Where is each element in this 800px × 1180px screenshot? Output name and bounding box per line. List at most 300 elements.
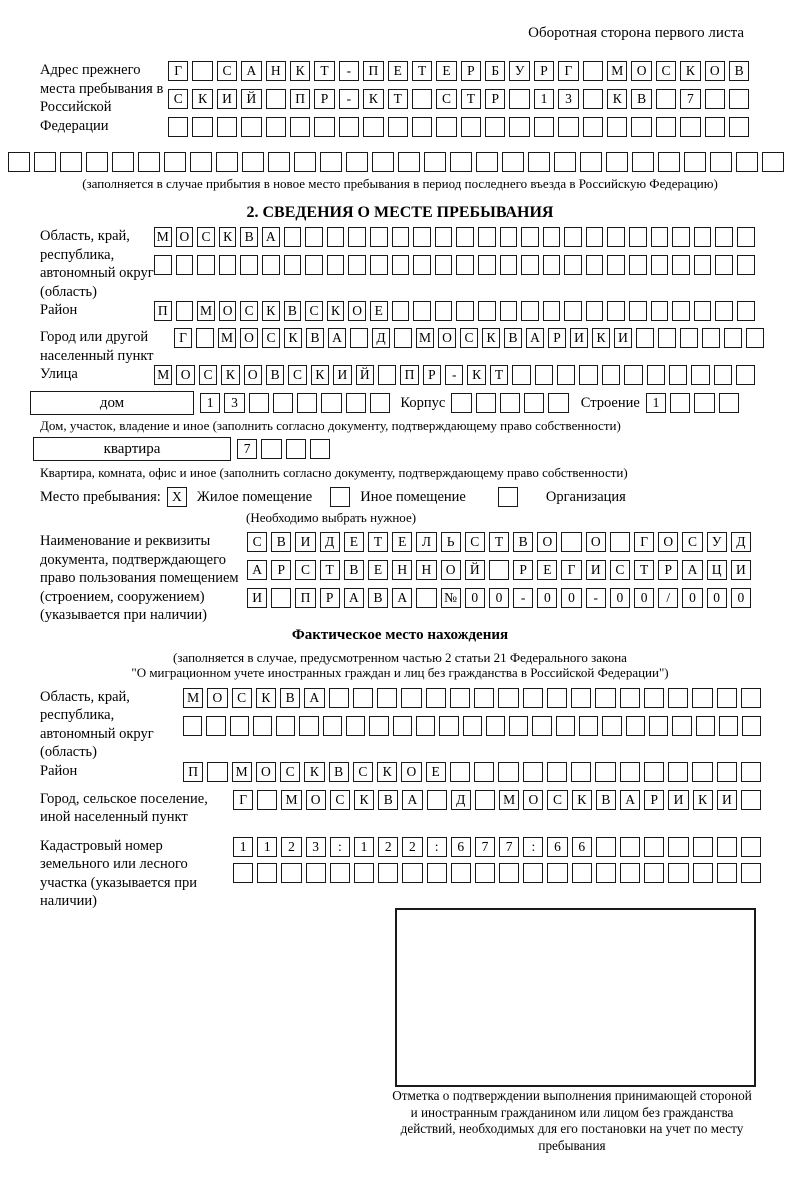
- char-cell[interactable]: [557, 365, 575, 385]
- char-cell[interactable]: 0: [561, 588, 581, 608]
- char-cell[interactable]: [249, 393, 269, 413]
- char-cell[interactable]: [370, 255, 388, 275]
- char-cell[interactable]: И: [333, 365, 351, 385]
- char-cell[interactable]: Е: [388, 61, 408, 81]
- char-cell[interactable]: К: [327, 301, 345, 321]
- char-cell[interactable]: О: [256, 762, 276, 782]
- char-cell[interactable]: С: [610, 560, 630, 580]
- char-cell[interactable]: 1: [233, 837, 253, 857]
- char-cell[interactable]: Г: [174, 328, 192, 348]
- char-cell[interactable]: С: [240, 301, 258, 321]
- char-cell[interactable]: [715, 227, 733, 247]
- char-cell[interactable]: Е: [436, 61, 456, 81]
- char-cell[interactable]: [290, 117, 310, 137]
- char-cell[interactable]: [474, 762, 494, 782]
- char-cell[interactable]: [636, 328, 654, 348]
- char-cell[interactable]: Т: [490, 365, 508, 385]
- char-cell[interactable]: [668, 762, 688, 782]
- char-cell[interactable]: [392, 227, 410, 247]
- char-cell[interactable]: [427, 790, 447, 810]
- char-cell[interactable]: [656, 89, 676, 109]
- char-cell[interactable]: 7: [475, 837, 495, 857]
- char-cell[interactable]: [737, 301, 755, 321]
- char-cell[interactable]: П: [295, 588, 315, 608]
- char-cell[interactable]: [233, 863, 253, 883]
- char-cell[interactable]: [456, 255, 474, 275]
- char-cell[interactable]: [476, 393, 496, 413]
- char-cell[interactable]: [190, 152, 212, 172]
- char-cell[interactable]: Р: [423, 365, 441, 385]
- char-cell[interactable]: [217, 117, 237, 137]
- char-cell[interactable]: [500, 227, 518, 247]
- char-cell[interactable]: :: [330, 837, 350, 857]
- char-cell[interactable]: [370, 227, 388, 247]
- char-cell[interactable]: 0: [634, 588, 654, 608]
- char-cell[interactable]: [413, 227, 431, 247]
- char-cell[interactable]: [629, 255, 647, 275]
- char-cell[interactable]: Б: [485, 61, 505, 81]
- char-cell[interactable]: [571, 688, 591, 708]
- char-cell[interactable]: [321, 393, 341, 413]
- char-cell[interactable]: С: [217, 61, 237, 81]
- char-cell[interactable]: П: [154, 301, 172, 321]
- char-cell[interactable]: [746, 328, 764, 348]
- char-cell[interactable]: С: [436, 89, 456, 109]
- char-cell[interactable]: [197, 255, 215, 275]
- char-cell[interactable]: [8, 152, 30, 172]
- char-cell[interactable]: О: [438, 328, 456, 348]
- char-cell[interactable]: [138, 152, 160, 172]
- checkbox-residential[interactable]: X: [167, 487, 187, 507]
- char-cell[interactable]: 1: [354, 837, 374, 857]
- char-cell[interactable]: [668, 837, 688, 857]
- char-cell[interactable]: [528, 152, 550, 172]
- char-cell[interactable]: [644, 762, 664, 782]
- char-cell[interactable]: [463, 716, 482, 736]
- char-cell[interactable]: К: [304, 762, 324, 782]
- char-cell[interactable]: [543, 227, 561, 247]
- char-cell[interactable]: [710, 152, 732, 172]
- char-cell[interactable]: [629, 301, 647, 321]
- char-cell[interactable]: [714, 365, 732, 385]
- char-cell[interactable]: В: [284, 301, 302, 321]
- char-cell[interactable]: [339, 117, 359, 137]
- char-cell[interactable]: К: [262, 301, 280, 321]
- char-cell[interactable]: А: [392, 588, 412, 608]
- char-cell[interactable]: А: [328, 328, 346, 348]
- char-cell[interactable]: [631, 117, 651, 137]
- char-cell[interactable]: [327, 255, 345, 275]
- char-cell[interactable]: К: [290, 61, 310, 81]
- char-cell[interactable]: [523, 762, 543, 782]
- char-cell[interactable]: [192, 61, 212, 81]
- char-cell[interactable]: К: [680, 61, 700, 81]
- char-cell[interactable]: [427, 863, 447, 883]
- char-cell[interactable]: [268, 152, 290, 172]
- char-cell[interactable]: [401, 688, 421, 708]
- char-cell[interactable]: [192, 117, 212, 137]
- char-cell[interactable]: [451, 863, 471, 883]
- char-cell[interactable]: [705, 89, 725, 109]
- char-cell[interactable]: П: [183, 762, 203, 782]
- char-cell[interactable]: У: [707, 532, 727, 552]
- char-cell[interactable]: [693, 863, 713, 883]
- char-cell[interactable]: С: [353, 762, 373, 782]
- char-cell[interactable]: [475, 863, 495, 883]
- char-cell[interactable]: Р: [658, 560, 678, 580]
- char-cell[interactable]: [412, 89, 432, 109]
- char-cell[interactable]: [651, 301, 669, 321]
- char-cell[interactable]: [741, 762, 761, 782]
- char-cell[interactable]: [696, 716, 715, 736]
- char-cell[interactable]: [602, 365, 620, 385]
- char-cell[interactable]: О: [401, 762, 421, 782]
- char-cell[interactable]: [717, 863, 737, 883]
- char-cell[interactable]: [164, 152, 186, 172]
- char-cell[interactable]: 2: [402, 837, 422, 857]
- char-cell[interactable]: [693, 837, 713, 857]
- char-cell[interactable]: [509, 117, 529, 137]
- char-cell[interactable]: [521, 227, 539, 247]
- char-cell[interactable]: Р: [534, 61, 554, 81]
- char-cell[interactable]: Т: [388, 89, 408, 109]
- char-cell[interactable]: А: [262, 227, 280, 247]
- char-cell[interactable]: [561, 532, 581, 552]
- char-cell[interactable]: [556, 716, 575, 736]
- char-cell[interactable]: [461, 117, 481, 137]
- char-cell[interactable]: [702, 328, 720, 348]
- char-cell[interactable]: [475, 790, 495, 810]
- char-cell[interactable]: [394, 328, 412, 348]
- char-cell[interactable]: К: [482, 328, 500, 348]
- char-cell[interactable]: :: [523, 837, 543, 857]
- char-cell[interactable]: 3: [224, 393, 244, 413]
- char-cell[interactable]: В: [271, 532, 291, 552]
- char-cell[interactable]: С: [262, 328, 280, 348]
- char-cell[interactable]: [737, 227, 755, 247]
- char-cell[interactable]: [523, 863, 543, 883]
- char-cell[interactable]: [684, 152, 706, 172]
- char-cell[interactable]: [644, 837, 664, 857]
- char-cell[interactable]: [294, 152, 316, 172]
- char-cell[interactable]: [680, 328, 698, 348]
- char-cell[interactable]: О: [306, 790, 326, 810]
- char-cell[interactable]: 1: [534, 89, 554, 109]
- char-cell[interactable]: [372, 152, 394, 172]
- char-cell[interactable]: К: [311, 365, 329, 385]
- char-cell[interactable]: 6: [547, 837, 567, 857]
- char-cell[interactable]: Р: [548, 328, 566, 348]
- char-cell[interactable]: [176, 255, 194, 275]
- char-cell[interactable]: [346, 716, 365, 736]
- char-cell[interactable]: Ь: [441, 532, 461, 552]
- char-cell[interactable]: И: [717, 790, 737, 810]
- char-cell[interactable]: [607, 301, 625, 321]
- char-cell[interactable]: С: [460, 328, 478, 348]
- char-cell[interactable]: [512, 365, 530, 385]
- char-cell[interactable]: [216, 152, 238, 172]
- char-cell[interactable]: О: [586, 532, 606, 552]
- char-cell[interactable]: С: [305, 301, 323, 321]
- char-cell[interactable]: [632, 152, 654, 172]
- char-cell[interactable]: [286, 439, 306, 459]
- char-cell[interactable]: 3: [306, 837, 326, 857]
- char-cell[interactable]: [257, 863, 277, 883]
- char-cell[interactable]: 0: [489, 588, 509, 608]
- char-cell[interactable]: Е: [344, 532, 364, 552]
- char-cell[interactable]: [60, 152, 82, 172]
- char-cell[interactable]: [694, 255, 712, 275]
- char-cell[interactable]: [624, 365, 642, 385]
- char-cell[interactable]: [320, 152, 342, 172]
- char-cell[interactable]: [670, 393, 690, 413]
- char-cell[interactable]: О: [176, 365, 194, 385]
- char-cell[interactable]: [729, 117, 749, 137]
- char-cell[interactable]: А: [682, 560, 702, 580]
- char-cell[interactable]: И: [668, 790, 688, 810]
- char-cell[interactable]: [377, 688, 397, 708]
- char-cell[interactable]: [534, 117, 554, 137]
- char-cell[interactable]: [694, 301, 712, 321]
- char-cell[interactable]: [532, 716, 551, 736]
- char-cell[interactable]: [547, 688, 567, 708]
- char-cell[interactable]: К: [219, 227, 237, 247]
- char-cell[interactable]: И: [570, 328, 588, 348]
- char-cell[interactable]: О: [240, 328, 258, 348]
- char-cell[interactable]: [435, 227, 453, 247]
- char-cell[interactable]: 0: [610, 588, 630, 608]
- char-cell[interactable]: [644, 688, 664, 708]
- char-cell[interactable]: [558, 117, 578, 137]
- char-cell[interactable]: 0: [465, 588, 485, 608]
- char-cell[interactable]: [284, 255, 302, 275]
- char-cell[interactable]: [658, 328, 676, 348]
- char-cell[interactable]: К: [693, 790, 713, 810]
- char-cell[interactable]: [668, 688, 688, 708]
- char-cell[interactable]: [620, 688, 640, 708]
- char-cell[interactable]: Г: [233, 790, 253, 810]
- char-cell[interactable]: [323, 716, 342, 736]
- char-cell[interactable]: [691, 365, 709, 385]
- char-cell[interactable]: [262, 255, 280, 275]
- char-cell[interactable]: [606, 152, 628, 172]
- char-cell[interactable]: [176, 301, 194, 321]
- char-cell[interactable]: [502, 152, 524, 172]
- char-cell[interactable]: [535, 365, 553, 385]
- char-cell[interactable]: Р: [320, 588, 340, 608]
- char-cell[interactable]: [253, 716, 272, 736]
- char-cell[interactable]: №: [441, 588, 461, 608]
- char-cell[interactable]: [370, 393, 390, 413]
- char-cell[interactable]: Д: [731, 532, 751, 552]
- char-cell[interactable]: 2: [378, 837, 398, 857]
- char-cell[interactable]: [500, 301, 518, 321]
- char-cell[interactable]: [478, 227, 496, 247]
- char-cell[interactable]: М: [416, 328, 434, 348]
- char-cell[interactable]: [547, 762, 567, 782]
- char-cell[interactable]: [741, 837, 761, 857]
- char-cell[interactable]: Д: [320, 532, 340, 552]
- char-cell[interactable]: С: [197, 227, 215, 247]
- char-cell[interactable]: [521, 301, 539, 321]
- char-cell[interactable]: Н: [266, 61, 286, 81]
- char-cell[interactable]: [353, 688, 373, 708]
- char-cell[interactable]: [694, 227, 712, 247]
- char-cell[interactable]: [564, 227, 582, 247]
- char-cell[interactable]: Г: [634, 532, 654, 552]
- char-cell[interactable]: [498, 688, 518, 708]
- char-cell[interactable]: [607, 255, 625, 275]
- char-cell[interactable]: Т: [320, 560, 340, 580]
- char-cell[interactable]: В: [378, 790, 398, 810]
- char-cell[interactable]: К: [467, 365, 485, 385]
- char-cell[interactable]: Е: [537, 560, 557, 580]
- char-cell[interactable]: К: [592, 328, 610, 348]
- char-cell[interactable]: В: [596, 790, 616, 810]
- char-cell[interactable]: [329, 688, 349, 708]
- char-cell[interactable]: Л: [416, 532, 436, 552]
- char-cell[interactable]: В: [504, 328, 522, 348]
- char-cell[interactable]: [261, 439, 281, 459]
- char-cell[interactable]: [669, 365, 687, 385]
- char-cell[interactable]: [498, 762, 518, 782]
- char-cell[interactable]: [523, 688, 543, 708]
- char-cell[interactable]: [297, 393, 317, 413]
- char-cell[interactable]: П: [400, 365, 418, 385]
- char-cell[interactable]: М: [197, 301, 215, 321]
- char-cell[interactable]: [607, 117, 627, 137]
- char-cell[interactable]: [548, 393, 568, 413]
- char-cell[interactable]: С: [547, 790, 567, 810]
- char-cell[interactable]: Е: [368, 560, 388, 580]
- char-cell[interactable]: В: [240, 227, 258, 247]
- char-cell[interactable]: 7: [237, 439, 257, 459]
- checkbox-other-premises[interactable]: [330, 487, 350, 507]
- char-cell[interactable]: 6: [572, 837, 592, 857]
- char-cell[interactable]: М: [154, 227, 172, 247]
- char-cell[interactable]: О: [219, 301, 237, 321]
- char-cell[interactable]: [354, 863, 374, 883]
- char-cell[interactable]: [554, 152, 576, 172]
- char-cell[interactable]: [741, 863, 761, 883]
- char-cell[interactable]: [736, 365, 754, 385]
- char-cell[interactable]: 6: [451, 837, 471, 857]
- char-cell[interactable]: 1: [646, 393, 666, 413]
- char-cell[interactable]: [658, 152, 680, 172]
- char-cell[interactable]: Г: [558, 61, 578, 81]
- char-cell[interactable]: [230, 716, 249, 736]
- char-cell[interactable]: 0: [537, 588, 557, 608]
- char-cell[interactable]: Р: [644, 790, 664, 810]
- char-cell[interactable]: [240, 255, 258, 275]
- char-cell[interactable]: М: [218, 328, 236, 348]
- char-cell[interactable]: С: [168, 89, 188, 109]
- char-cell[interactable]: М: [154, 365, 172, 385]
- char-cell[interactable]: Й: [241, 89, 261, 109]
- char-cell[interactable]: [168, 117, 188, 137]
- char-cell[interactable]: Е: [370, 301, 388, 321]
- char-cell[interactable]: Г: [561, 560, 581, 580]
- char-cell[interactable]: [346, 393, 366, 413]
- char-cell[interactable]: [629, 227, 647, 247]
- char-cell[interactable]: [34, 152, 56, 172]
- char-cell[interactable]: [500, 393, 520, 413]
- char-cell[interactable]: А: [344, 588, 364, 608]
- char-cell[interactable]: [378, 863, 398, 883]
- char-cell[interactable]: [543, 301, 561, 321]
- char-cell[interactable]: А: [620, 790, 640, 810]
- char-cell[interactable]: [456, 301, 474, 321]
- char-cell[interactable]: [692, 688, 712, 708]
- char-cell[interactable]: О: [207, 688, 227, 708]
- char-cell[interactable]: [486, 716, 505, 736]
- char-cell[interactable]: [509, 716, 528, 736]
- char-cell[interactable]: [350, 328, 368, 348]
- char-cell[interactable]: [564, 301, 582, 321]
- char-cell[interactable]: М: [607, 61, 627, 81]
- char-cell[interactable]: И: [614, 328, 632, 348]
- char-cell[interactable]: О: [441, 560, 461, 580]
- char-cell[interactable]: Й: [356, 365, 374, 385]
- char-cell[interactable]: [571, 762, 591, 782]
- char-cell[interactable]: [476, 152, 498, 172]
- char-cell[interactable]: [715, 301, 733, 321]
- char-cell[interactable]: В: [280, 688, 300, 708]
- char-cell[interactable]: [649, 716, 668, 736]
- char-cell[interactable]: [439, 716, 458, 736]
- char-cell[interactable]: Т: [489, 532, 509, 552]
- char-cell[interactable]: [369, 716, 388, 736]
- char-cell[interactable]: [310, 439, 330, 459]
- char-cell[interactable]: [86, 152, 108, 172]
- char-cell[interactable]: [583, 61, 603, 81]
- char-cell[interactable]: В: [344, 560, 364, 580]
- char-cell[interactable]: В: [368, 588, 388, 608]
- char-cell[interactable]: [273, 393, 293, 413]
- char-cell[interactable]: [668, 863, 688, 883]
- char-cell[interactable]: К: [284, 328, 302, 348]
- char-cell[interactable]: [299, 716, 318, 736]
- char-cell[interactable]: [306, 863, 326, 883]
- char-cell[interactable]: [474, 688, 494, 708]
- char-cell[interactable]: В: [306, 328, 324, 348]
- char-cell[interactable]: [672, 255, 690, 275]
- char-cell[interactable]: [392, 301, 410, 321]
- char-cell[interactable]: В: [729, 61, 749, 81]
- char-cell[interactable]: [583, 89, 603, 109]
- char-cell[interactable]: [620, 863, 640, 883]
- char-cell[interactable]: О: [176, 227, 194, 247]
- char-cell[interactable]: К: [354, 790, 374, 810]
- char-cell[interactable]: [416, 716, 435, 736]
- char-cell[interactable]: К: [607, 89, 627, 109]
- char-cell[interactable]: С: [288, 365, 306, 385]
- char-cell[interactable]: [620, 762, 640, 782]
- char-cell[interactable]: [521, 255, 539, 275]
- char-cell[interactable]: Р: [461, 61, 481, 81]
- char-cell[interactable]: [154, 255, 172, 275]
- char-cell[interactable]: [330, 863, 350, 883]
- char-cell[interactable]: [266, 89, 286, 109]
- char-cell[interactable]: К: [192, 89, 212, 109]
- char-cell[interactable]: [112, 152, 134, 172]
- char-cell[interactable]: [762, 152, 784, 172]
- char-cell[interactable]: [724, 328, 742, 348]
- char-cell[interactable]: [451, 393, 471, 413]
- char-cell[interactable]: [620, 837, 640, 857]
- char-cell[interactable]: О: [631, 61, 651, 81]
- char-cell[interactable]: [416, 588, 436, 608]
